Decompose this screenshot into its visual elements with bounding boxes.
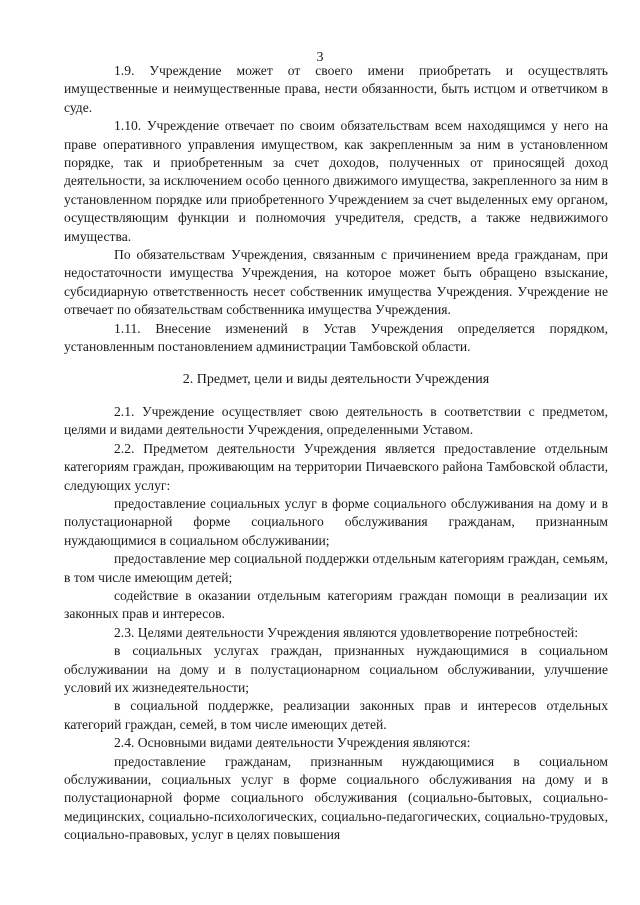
paragraph-2-4: 2.4. Основными видами деятельности Учреждения являются: — [114, 735, 471, 751]
list-item: в социальных услугах граждан, признанных нуждающимися в социальном обслуживании на дому и в полустационарном социальном обслуживании, улучшение условий их жизнедеятельности; — [64, 643, 608, 695]
list-item: предоставление гражданам, признанным нуждающимися в социальном обслуживании, социальных услуг в форме социального обслуживания на дому и в полустационарной форме социального обслуживания (социально-бытовых, социально-медицинских, социально-психологических, социально-педагогических, социально-трудовых, социально-правовых, услуг в целях повышения — [64, 753, 608, 843]
paragraph-1-9: 1.9. Учреждение может от своего имени приобретать и осуществлять имущественные и неимущественные права, нести обязанности, быть истцом и ответчиком в суде. — [64, 63, 608, 115]
list-item: предоставление мер социальной поддержки отдельным категориям граждан, семьям, в том числе имеющим детей; — [64, 551, 608, 585]
list-item: в социальной поддержке, реализации законных прав и интересов отдельных категорий граждан, семей, в том числе имеющих детей. — [64, 698, 608, 732]
paragraph-2-2: 2.2. Предметом деятельности Учреждения является предоставление отдельным категориям граждан, проживающим на территории Пичаевского района Тамбовской области, следующих услуг: — [64, 440, 608, 493]
list-item: содействие в оказании отдельным категориям граждан помощи в реализации их законных прав и интересов. — [64, 587, 608, 622]
list-item: предоставление социальных услуг в форме социального обслуживания на дому и в полустационарной форме социального обслуживания гражданам, признанным нуждающимися в социальном обслуживании; — [64, 495, 608, 548]
paragraph-1-10: 1.10. Учреждение отвечает по своим обязательствам всем находящимся у него на праве оперативного управления имуществом, как закрепленным за ним в установленном порядке, так и приобретенным за счет доходов, полученных от приносящей доход деятельности, за исключением особо ценного движимого имущества, закрепленного за ним в установленном порядке или приобретенного Учреждением за счет выделенных ему органом, осуществляющим функции и полномочия учредителя, средств, а также недвижимого имущества. — [64, 118, 608, 244]
paragraph-1-11: 1.11. Внесение изменений в Устав Учреждения определяется порядком, установленным постановлением администрации Тамбовской области. — [64, 320, 608, 355]
section-heading: 2. Предмет, цели и виды деятельности Учреждения — [182, 371, 490, 387]
paragraph-2-3: 2.3. Целями деятельности Учреждения являются удовлетворение потребностей: — [114, 624, 579, 640]
page-number: 3 — [316, 50, 324, 65]
paragraph-liability: По обязательствам Учреждения, связанным с причинением вреда гражданам, при недостаточности имущества Учреждения, на которое может быть обращено взыскание, субсидиарную ответственность несет собственник имущества Учреждения. Учреждение не отвечает по обязательствам собственника имущества Учреждения. — [64, 247, 608, 318]
document-body — [64, 48, 608, 845]
paragraph-2-1: 2.1. Учреждение осуществляет свою деятельность в соответствии с предметом, целями и видами деятельности Учреждения, определенными Уставом. — [64, 403, 608, 438]
